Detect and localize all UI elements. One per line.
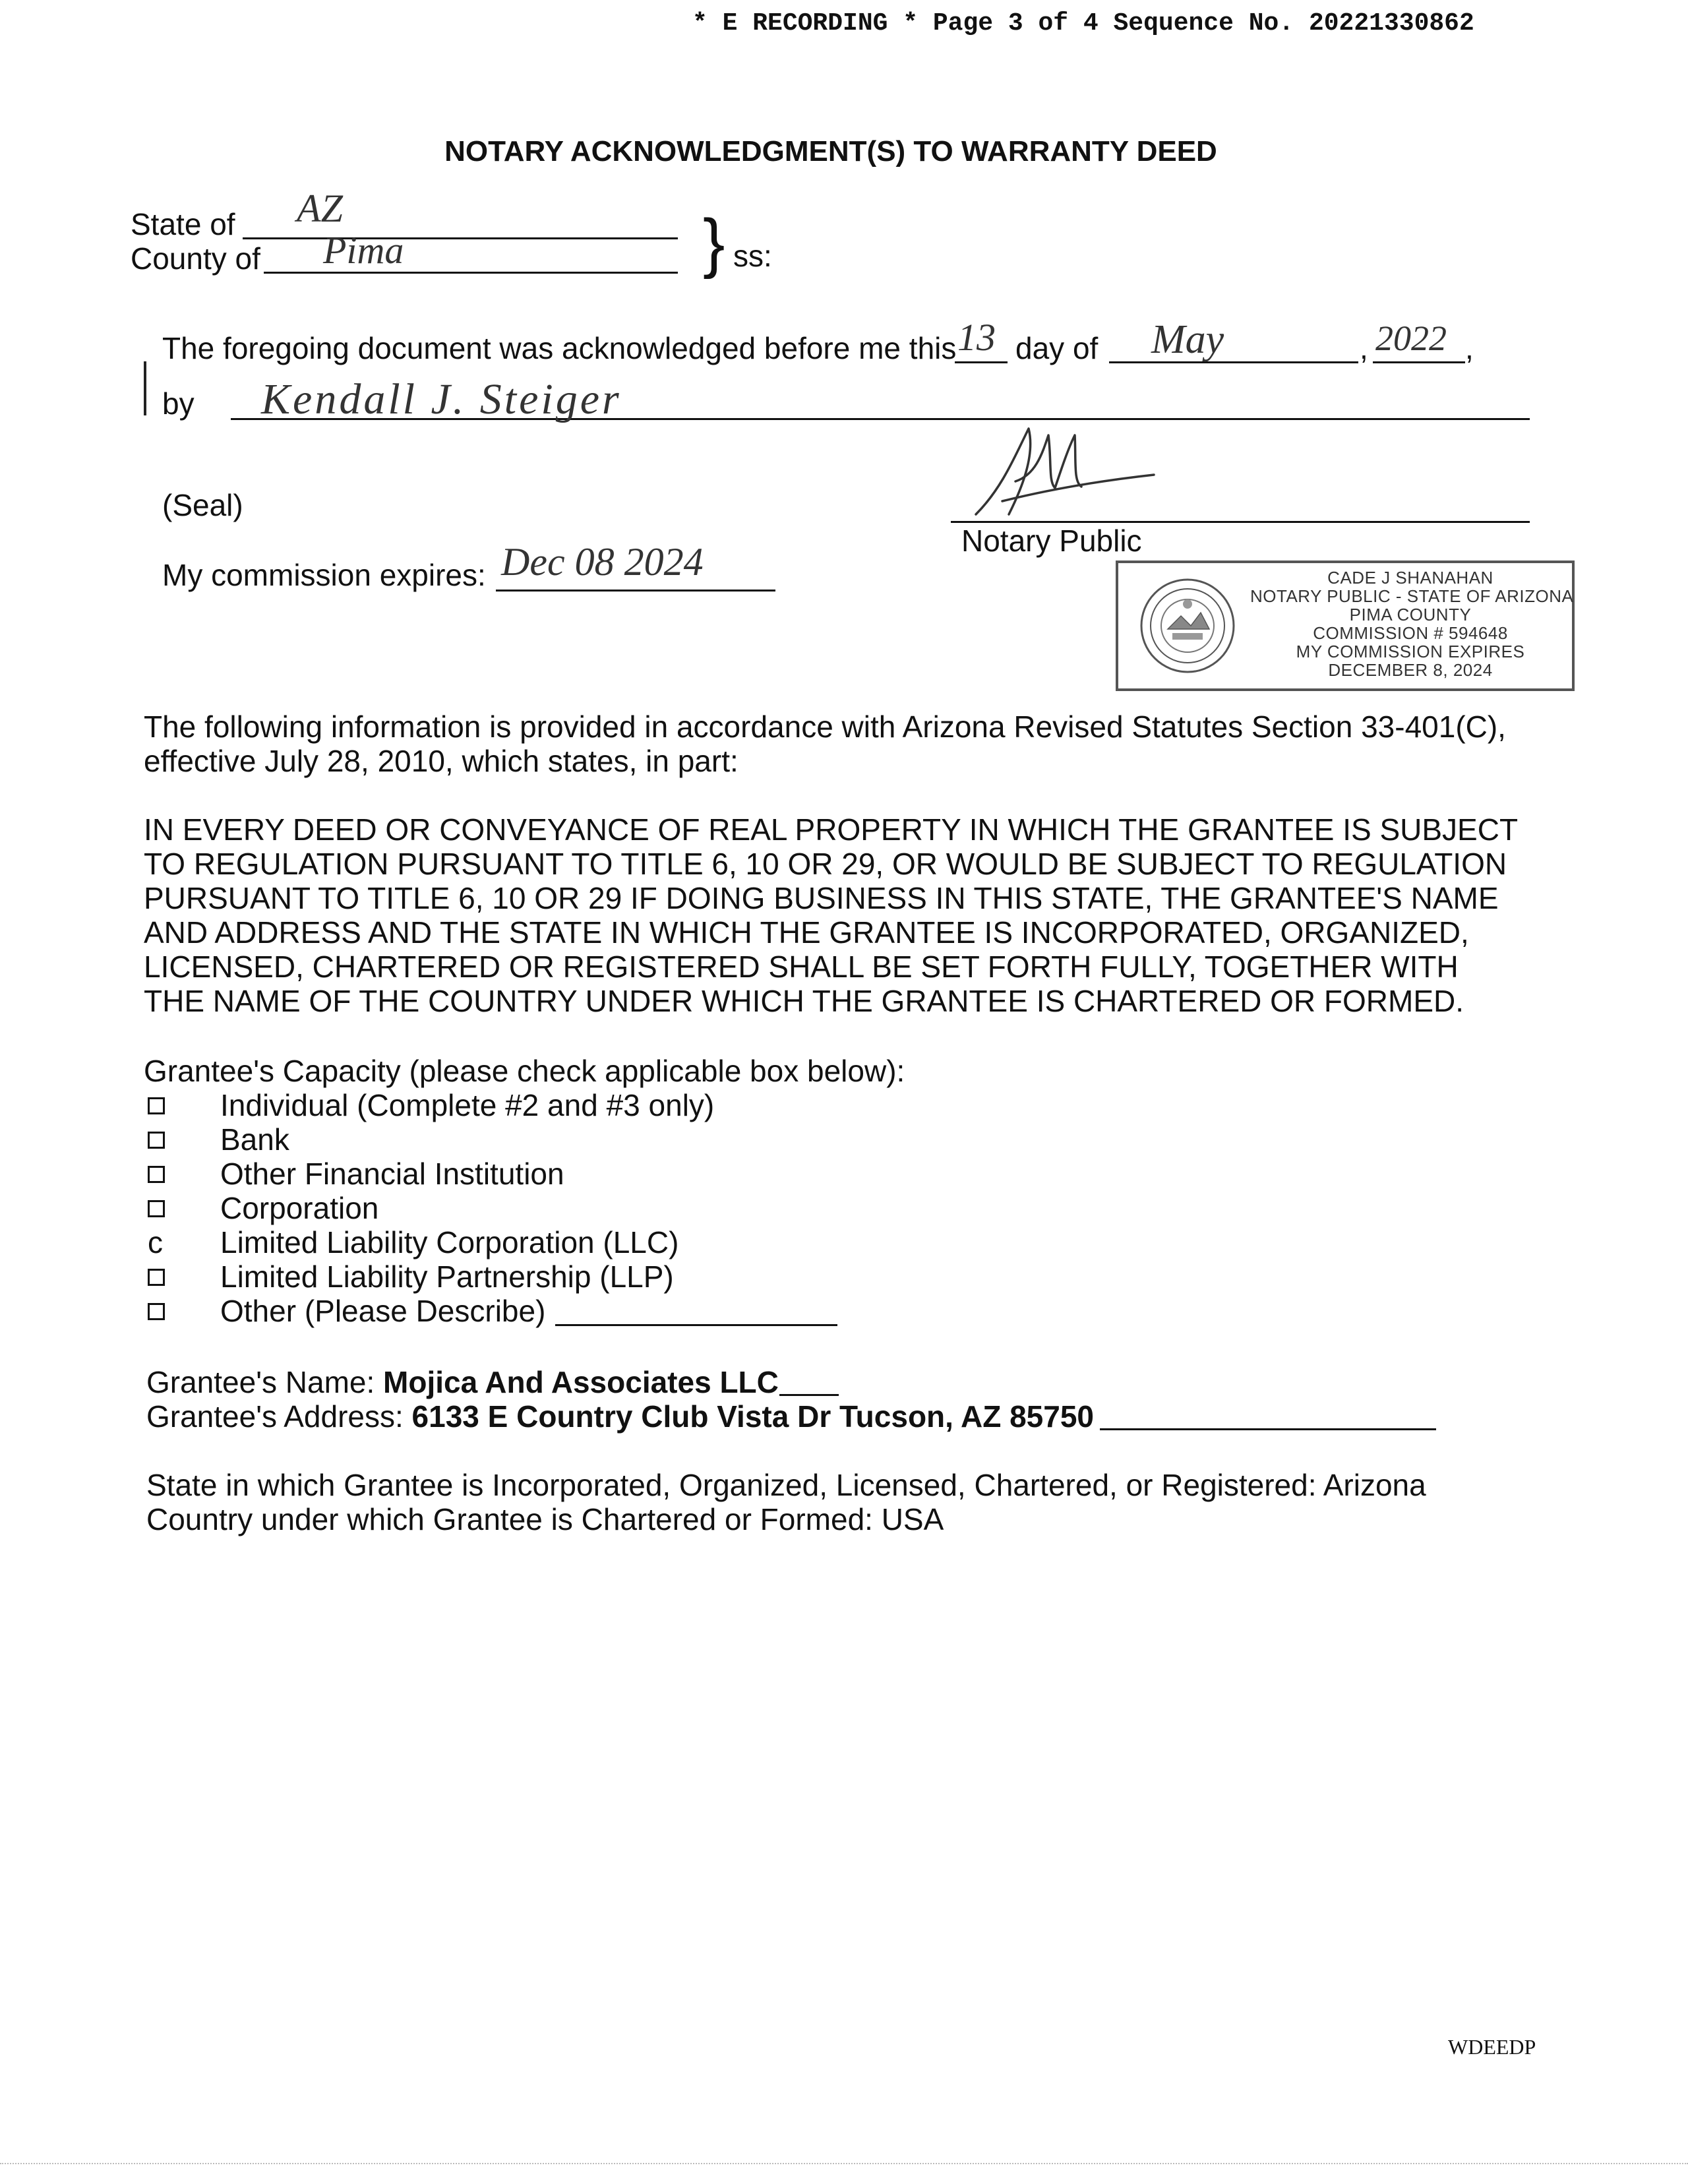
- stamp-line: CADE J SHANAHAN: [1327, 568, 1493, 588]
- year-value: 2022: [1375, 318, 1447, 358]
- by-value: Kendall J. Steiger: [261, 375, 622, 423]
- comma-2: ,: [1465, 331, 1474, 365]
- capacity-checkbox-individual[interactable]: [148, 1097, 165, 1114]
- stamp-line: PIMA COUNTY: [1349, 605, 1472, 624]
- notary-public-label: Notary Public: [961, 524, 1142, 558]
- capacity-option-label: Individual (Complete #2 and #3 only): [220, 1088, 715, 1122]
- capacity-checkbox-llp[interactable]: [148, 1269, 165, 1286]
- grantee-address-value: 6133 E Country Club Vista Dr Tucson, AZ 85750: [411, 1399, 1095, 1434]
- comma-1: ,: [1360, 331, 1368, 365]
- notary-signature-line: [951, 521, 1530, 523]
- state-incorporated-line: State in which Grantee is Incorporated, Organized, Licensed, Chartered, or Registered: Arizona: [146, 1468, 1426, 1502]
- commission-label: My commission expires:: [162, 558, 486, 592]
- year-line: [1373, 361, 1465, 363]
- country-line: Country under which Grantee is Chartered or Formed: USA: [146, 1502, 944, 1536]
- statute-line: AND ADDRESS AND THE STATE IN WHICH THE GRANTEE IS INCORPORATED, ORGANIZED,: [144, 915, 1469, 950]
- county-value: Pima: [323, 229, 404, 272]
- stamp-text: [1250, 568, 1574, 680]
- commission-value: Dec 08 2024: [501, 540, 704, 584]
- document-title: NOTARY ACKNOWLEDGMENT(S) TO WARRANTY DEED: [444, 135, 1217, 167]
- capacity-checkbox-other[interactable]: [148, 1303, 165, 1320]
- state-value: AZ: [297, 187, 344, 230]
- commission-line: [496, 590, 775, 592]
- grantee-name-line: [779, 1394, 839, 1396]
- stamp-line: NOTARY PUBLIC - STATE OF ARIZONA: [1250, 586, 1574, 606]
- day-line: [955, 361, 1008, 363]
- capacity-option-label: Corporation: [220, 1191, 379, 1225]
- capacity-heading: Grantee's Capacity (please check applicable box below):: [144, 1054, 905, 1088]
- recording-header: * E RECORDING * Page 3 of 4 Sequence No. 20221330862: [692, 9, 1474, 38]
- statute-line: LICENSED, CHARTERED OR REGISTERED SHALL BE SET FORTH FULLY, TOGETHER WITH: [144, 950, 1459, 984]
- grantee-name-label: Grantee's Name:: [146, 1365, 375, 1399]
- statute-line: IN EVERY DEED OR CONVEYANCE OF REAL PROPERTY IN WHICH THE GRANTEE IS SUBJECT: [144, 812, 1519, 847]
- grantee-address-label: Grantee's Address:: [146, 1399, 404, 1434]
- capacity-checkbox-other-financial[interactable]: [148, 1166, 165, 1183]
- county-label: County of: [131, 241, 260, 276]
- capacity-marker-llc[interactable]: c: [148, 1225, 163, 1259]
- scan-edge: [0, 2163, 1688, 2164]
- grantee-name-value: Mojica And Associates LLC: [383, 1365, 779, 1399]
- capacity-option-label: Other (Please Describe): [220, 1294, 546, 1328]
- stamp-line: MY COMMISSION EXPIRES: [1296, 642, 1525, 661]
- seal-label: (Seal): [162, 488, 243, 522]
- state-label: State of: [131, 207, 235, 241]
- capacity-option-label: Bank: [220, 1122, 289, 1157]
- by-label: by: [162, 386, 195, 421]
- grantee-address-row: [146, 1399, 1094, 1434]
- ars-paragraph-line2: effective July 28, 2010, which states, in part:: [144, 744, 738, 778]
- capacity-option-label: Other Financial Institution: [220, 1157, 564, 1191]
- brace: }: [703, 206, 725, 280]
- state-seal-icon: [1138, 576, 1237, 675]
- stamp-line: COMMISSION # 594648: [1313, 623, 1508, 643]
- state-line: [243, 237, 678, 239]
- other-describe-line: [555, 1324, 837, 1326]
- ss-label: ss:: [733, 239, 772, 273]
- statute-line: THE NAME OF THE COUNTRY UNDER WHICH THE GRANTEE IS CHARTERED OR FORMED.: [144, 984, 1464, 1018]
- capacity-checkbox-corporation[interactable]: [148, 1200, 165, 1217]
- capacity-option-label: Limited Liability Partnership (LLP): [220, 1259, 674, 1294]
- margin-mark: [144, 361, 146, 415]
- capacity-option-label: Limited Liability Corporation (LLC): [220, 1225, 679, 1259]
- statute-line: TO REGULATION PURSUANT TO TITLE 6, 10 OR 29, OR WOULD BE SUBJECT TO REGULATION: [144, 847, 1507, 881]
- footer-code: WDEEDP: [1448, 2035, 1536, 2059]
- month-value: May: [1151, 317, 1224, 362]
- ars-paragraph-line1: The following information is provided in accordance with Arizona Revised Statutes Section 33-401(C),: [144, 710, 1506, 744]
- notary-signature: [963, 415, 1160, 521]
- stamp-line: DECEMBER 8, 2024: [1328, 660, 1493, 680]
- grantee-name-row: [146, 1365, 779, 1399]
- grantee-address-line: [1100, 1428, 1436, 1430]
- capacity-checkbox-bank[interactable]: [148, 1132, 165, 1149]
- month-line: [1109, 361, 1358, 363]
- notary-stamp: [1116, 561, 1575, 691]
- ack-prefix: The foregoing document was acknowledged before me this: [162, 331, 957, 365]
- ack-day-of: day of: [1015, 331, 1099, 365]
- day-value: 13: [957, 316, 996, 359]
- statute-line: PURSUANT TO TITLE 6, 10 OR 29 IF DOING BUSINESS IN THIS STATE, THE GRANTEE'S NAME: [144, 881, 1499, 915]
